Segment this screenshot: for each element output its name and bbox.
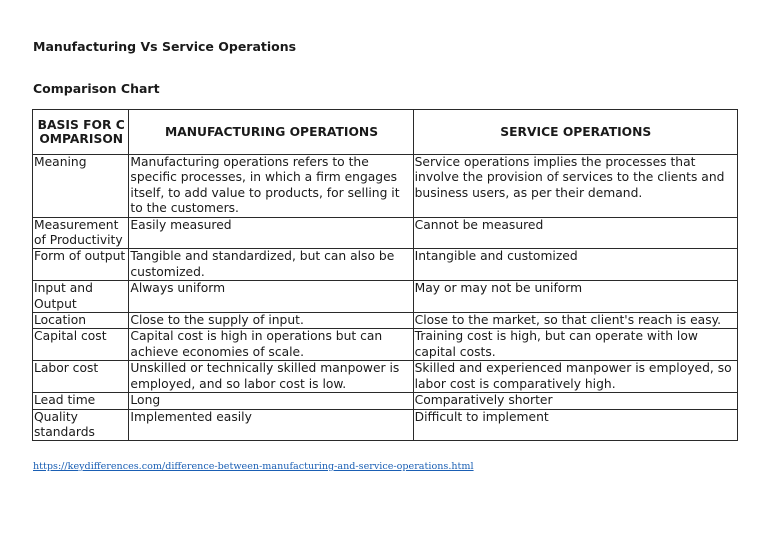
header-manufacturing: MANUFACTURING OPERATIONS bbox=[129, 110, 413, 155]
table-row bbox=[33, 281, 738, 313]
table-row bbox=[33, 409, 738, 441]
source-link[interactable]: https://keydifferences.com/difference-between-manufacturing-and-service-operations.html bbox=[33, 461, 474, 472]
row-service: Service operations implies the processes that involve the provision of services to the clients and business users, as per their demand. bbox=[413, 155, 737, 218]
table-row bbox=[33, 217, 738, 249]
row-service: Difficult to implement bbox=[413, 409, 737, 441]
row-basis: Location bbox=[33, 313, 129, 329]
row-basis: Labor cost bbox=[33, 361, 129, 393]
header-service: SERVICE OPERATIONS bbox=[413, 110, 737, 155]
row-service: Intangible and customized bbox=[413, 249, 737, 281]
row-basis: Input and Output bbox=[33, 281, 129, 313]
table-row bbox=[33, 155, 738, 218]
row-basis: Capital cost bbox=[33, 329, 129, 361]
row-manufacturing: Unskilled or technically skilled manpower is employed, and so labor cost is low. bbox=[129, 361, 413, 393]
row-service: Comparatively shorter bbox=[413, 393, 737, 409]
document-title: Manufacturing Vs Service Operations bbox=[33, 39, 297, 54]
table-row bbox=[33, 313, 738, 329]
header-basis: BASIS FOR COMPARISON bbox=[33, 110, 129, 155]
row-basis: Lead time bbox=[33, 393, 129, 409]
table-row bbox=[33, 393, 738, 409]
row-service: Cannot be measured bbox=[413, 217, 737, 249]
row-service: Training cost is high, but can operate with low capital costs. bbox=[413, 329, 737, 361]
row-manufacturing: Implemented easily bbox=[129, 409, 413, 441]
row-manufacturing: Tangible and standardized, but can also be customized. bbox=[129, 249, 413, 281]
comparison-chart-heading: Comparison Chart bbox=[33, 81, 160, 96]
row-basis: Form of output bbox=[33, 249, 129, 281]
table-header-row bbox=[33, 110, 738, 155]
row-basis: Quality standards bbox=[33, 409, 129, 441]
row-manufacturing: Capital cost is high in operations but can achieve economies of scale. bbox=[129, 329, 413, 361]
row-basis: Meaning bbox=[33, 155, 129, 218]
table-row bbox=[33, 361, 738, 393]
table-row bbox=[33, 249, 738, 281]
row-manufacturing: Manufacturing operations refers to the specific processes, in which a firm engages itself, to add value to products, for selling it to the customers. bbox=[129, 155, 413, 218]
row-basis: Measurement of Productivity bbox=[33, 217, 129, 249]
comparison-table bbox=[32, 109, 738, 441]
row-service: Skilled and experienced manpower is employed, so labor cost is comparatively high. bbox=[413, 361, 737, 393]
row-manufacturing: Long bbox=[129, 393, 413, 409]
row-manufacturing: Always uniform bbox=[129, 281, 413, 313]
row-service: Close to the market, so that client's reach is easy. bbox=[413, 313, 737, 329]
table-row bbox=[33, 329, 738, 361]
row-manufacturing: Easily measured bbox=[129, 217, 413, 249]
row-manufacturing: Close to the supply of input. bbox=[129, 313, 413, 329]
row-service: May or may not be uniform bbox=[413, 281, 737, 313]
